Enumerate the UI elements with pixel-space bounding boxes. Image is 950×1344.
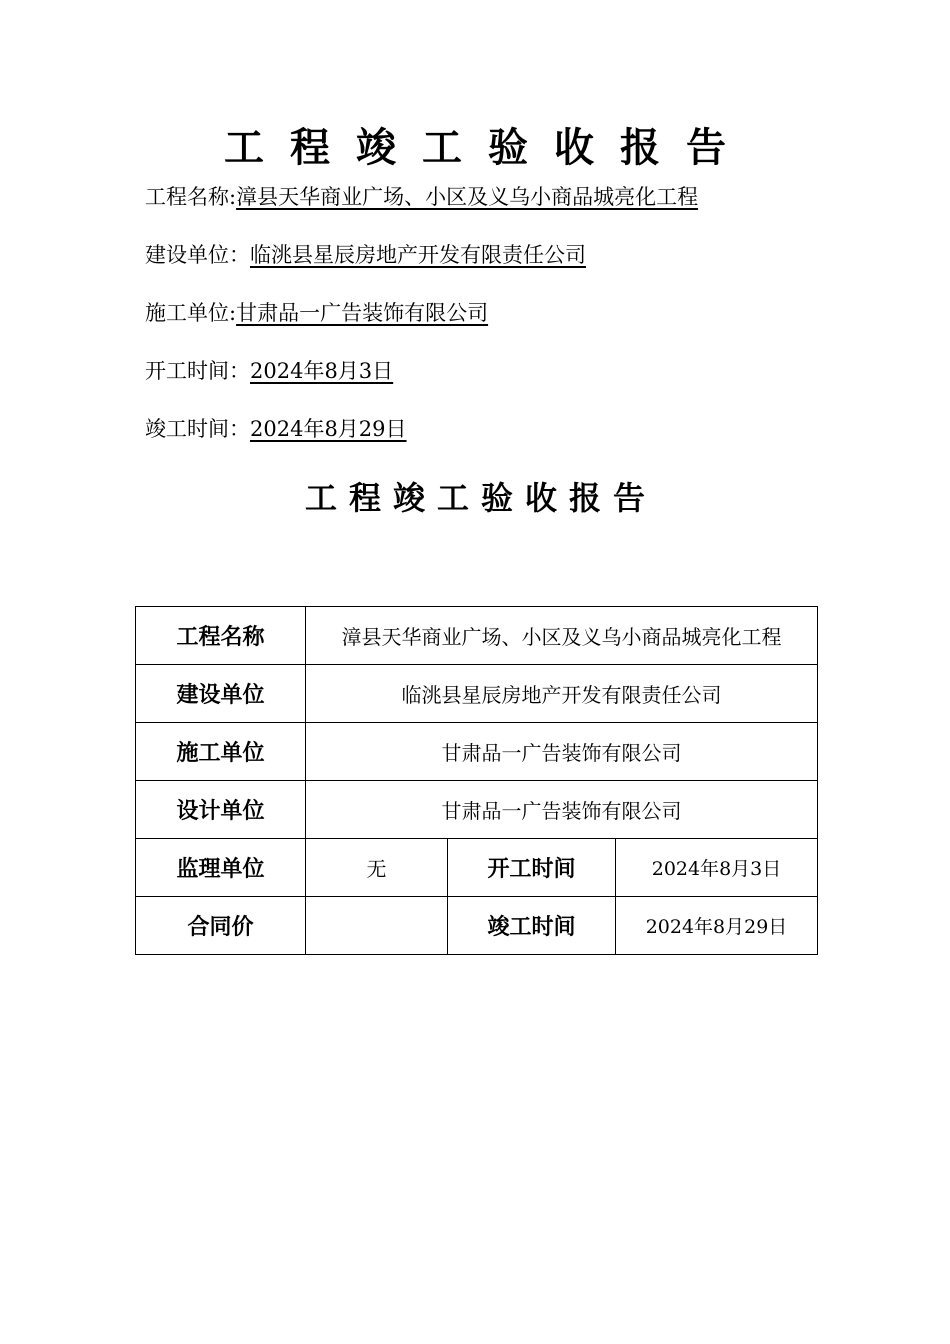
constructor-label: 施工单位 — [136, 723, 306, 781]
table-row — [136, 607, 818, 665]
info-value: 2024年8月3日 — [250, 359, 394, 383]
report-table — [135, 606, 818, 955]
info-label: 竣工时间： — [145, 417, 250, 441]
start-date-value: 2024年8月3日 — [616, 839, 818, 897]
info-label: 开工时间： — [145, 359, 250, 383]
table-row — [136, 781, 818, 839]
designer-value: 甘肃品一广告装饰有限公司 — [306, 781, 818, 839]
info-value: 漳县天华商业广场、小区及义乌小商品城亮化工程 — [236, 185, 699, 209]
info-builder — [145, 240, 586, 270]
info-label: 建设单位： — [145, 243, 250, 267]
contract-price-value — [306, 897, 448, 955]
report-title: 工程竣工验收报告 — [304, 479, 657, 517]
supervisor-value: 无 — [306, 839, 448, 897]
info-value: 临洮县星辰房地产开发有限责任公司 — [250, 243, 586, 267]
supervisor-label: 监理单位 — [136, 839, 306, 897]
info-value: 2024年8月29日 — [250, 417, 407, 441]
info-project-name — [145, 182, 698, 212]
info-start-date — [145, 356, 393, 386]
table-row — [136, 897, 818, 955]
finish-date-label: 竣工时间 — [448, 897, 616, 955]
builder-value: 临洮县星辰房地产开发有限责任公司 — [306, 665, 818, 723]
start-date-label: 开工时间 — [448, 839, 616, 897]
contract-price-label: 合同价 — [136, 897, 306, 955]
info-value: 甘肃品一广告装饰有限公司 — [236, 301, 489, 325]
project-name-label: 工程名称 — [136, 607, 306, 665]
info-finish-date — [145, 414, 407, 444]
project-name-value: 漳县天华商业广场、小区及义乌小商品城亮化工程 — [306, 607, 818, 665]
finish-date-value: 2024年8月29日 — [616, 897, 818, 955]
constructor-value: 甘肃品一广告装饰有限公司 — [306, 723, 818, 781]
table-row — [136, 839, 818, 897]
builder-label: 建设单位 — [136, 665, 306, 723]
info-label: 施工单位: — [145, 301, 237, 325]
designer-label: 设计单位 — [136, 781, 306, 839]
info-constructor — [145, 298, 488, 328]
cover-title: 工程竣工验收报告 — [224, 125, 752, 171]
info-label: 工程名称: — [145, 185, 237, 209]
table-row — [136, 665, 818, 723]
table-row — [136, 723, 818, 781]
